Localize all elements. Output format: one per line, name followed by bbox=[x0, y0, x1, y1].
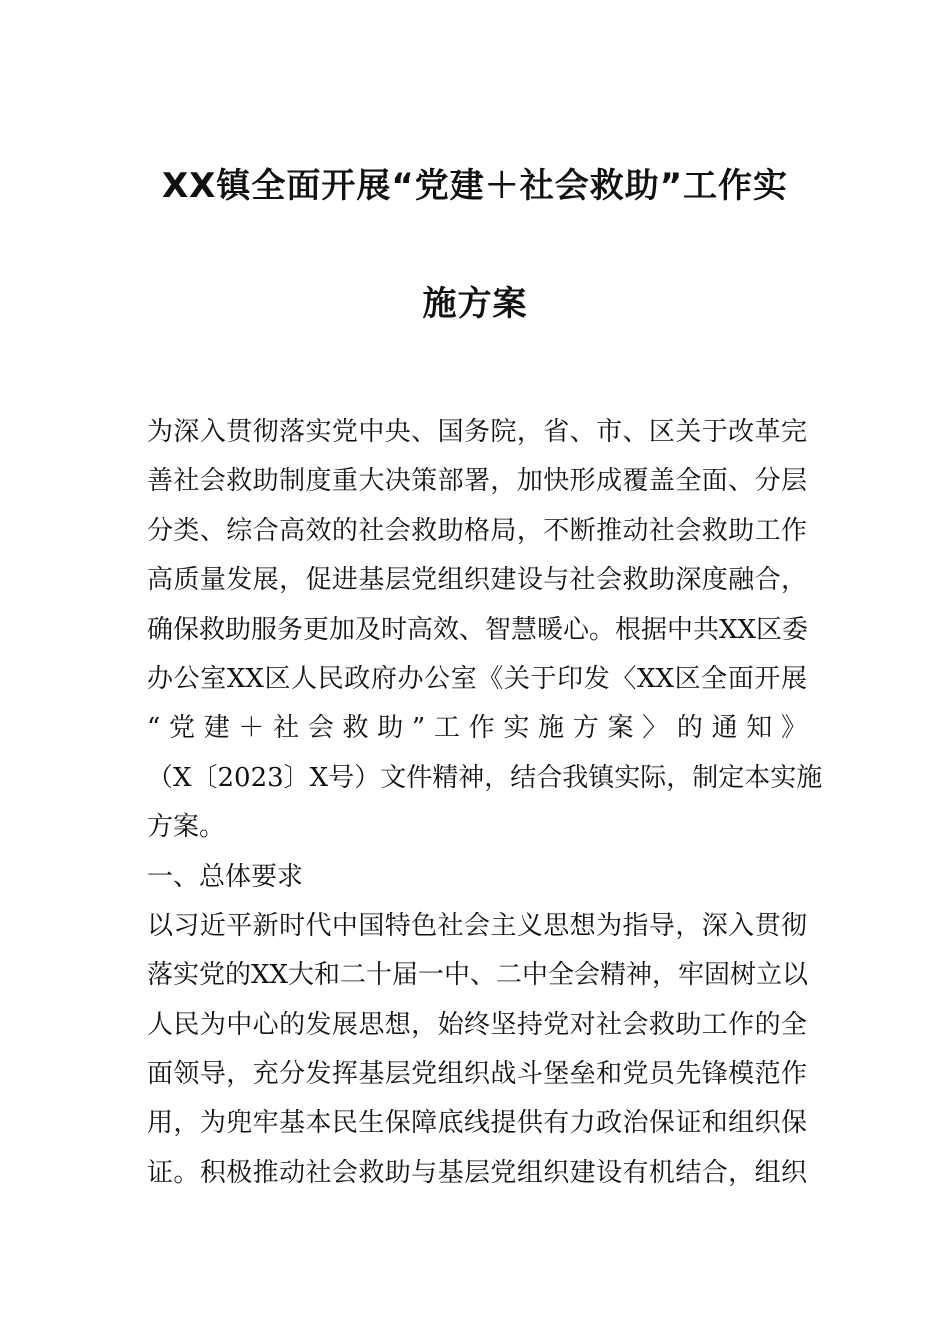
body-line: 落实党的XX大和二十届一中、二中全会精神，牢固树立以 bbox=[147, 960, 809, 991]
body-line: 确保救助服务更加及时高效、智慧暖心。根据中共XX区委 bbox=[147, 614, 809, 645]
document-title-line-1: XX镇全面开展“党建＋社会救助”工作实 bbox=[161, 166, 789, 206]
body-line: 分类、综合高效的社会救助格局，不断推动社会救助工作 bbox=[147, 515, 807, 546]
body-line: 为深入贯彻落实党中央、国务院，省、市、区关于改革完 bbox=[147, 417, 807, 447]
body-line: 方案。 bbox=[147, 812, 226, 843]
body-line: 善社会救助制度重大决策部署，加快形成覆盖全面、分层 bbox=[147, 466, 807, 497]
body-line: 以习近平新时代中国特色社会主义思想为指导，深入贯彻 bbox=[147, 910, 807, 941]
body-line: 人民为中心的发展思想，始终坚持党对社会救助工作的全 bbox=[147, 1009, 807, 1040]
body-line: 面领导，充分发挥基层党组织战斗堡垒和党员先锋模范作 bbox=[147, 1059, 807, 1090]
document-body bbox=[147, 412, 823, 1202]
body-line: （X〔2023〕X号）文件精神，结合我镇实际，制定本实施 bbox=[147, 762, 823, 793]
body-line: 高质量发展，促进基层党组织建设与社会救助深度融合， bbox=[147, 565, 807, 596]
body-line: “党建＋社会救助”工作实施方案〉的通知》 bbox=[147, 713, 807, 744]
body-line: 办公室XX区人民政府办公室《关于印发〈XX区全面开展 bbox=[147, 663, 807, 694]
document-title-line-2: 施方案 bbox=[422, 284, 528, 324]
section-heading: 一、总体要求 bbox=[147, 861, 304, 892]
body-line: 证。积极推动社会救助与基层党组织建设有机结合，组织 bbox=[147, 1157, 807, 1188]
body-line: 用，为兜牢基本民生保障底线提供有力政治保证和组织保 bbox=[147, 1108, 807, 1139]
